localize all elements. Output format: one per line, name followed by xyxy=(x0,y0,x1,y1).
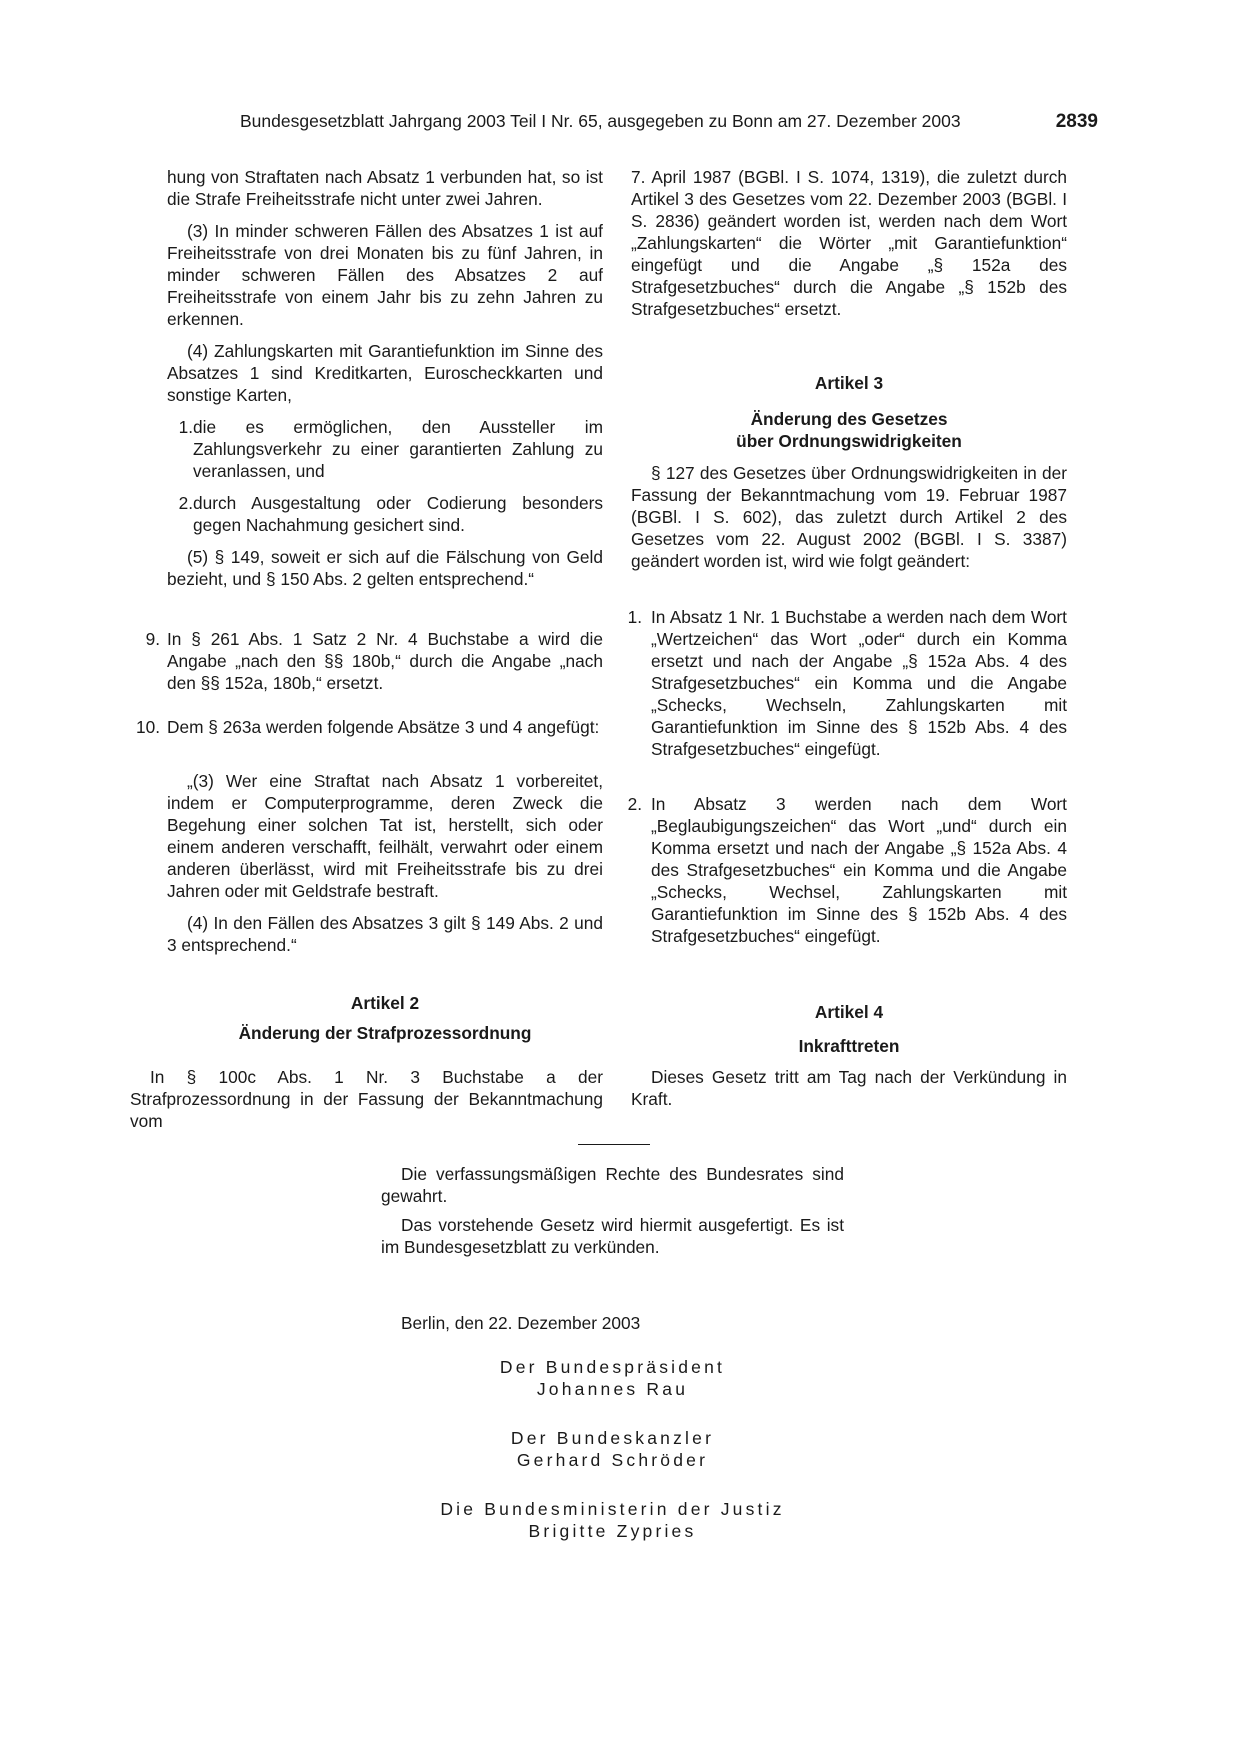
continued-paragraph: 7. April 1987 (BGBl. I S. 1074, 1319), die zuletzt durch Artikel 3 des Gesetzes vom 22. Dezember 2003 (BGBl. I S. 2836) geändert worden ist, werden nach dem Wort „Zahlungskarten“ die Wörter „mit Garantiefunktion“ eingefügt und die Angabe „§ 152a des Strafgesetzbuches“ durch die Angabe „§ 152b des Strafgesetzbuches“ ersetzt. xyxy=(631,167,1067,319)
item-text: In Absatz 1 Nr. 1 Buchstabe a werden nach dem Wort „Wertzeichen“ das Wort „oder“ durch ein Komma ersetzt und nach der Angabe „§ 152a Abs. 4 des Strafgesetzbuches“ ein Komma und die Angabe „Schecks, Wechseln, Zahlungskarten mit Garantiefunktion im Sinne des § 152b Abs. 4 des Strafgesetzbuches“ eingefügt. xyxy=(651,607,1067,759)
page-number: 2839 xyxy=(1055,111,1098,132)
paragraph-5: (5) § 149, soweit er sich auf die Fälschung von Geld bezieht, und § 150 Abs. 2 gelten entsprechend.“ xyxy=(167,547,603,589)
article-4-text: Dieses Gesetz tritt am Tag nach der Verkündung in Kraft. xyxy=(631,1067,1067,1109)
item-number: 1. xyxy=(627,607,642,627)
article-3-subtitle-line-2: über Ordnungswidrigkeiten xyxy=(736,431,962,451)
signatory xyxy=(381,1427,844,1471)
signatory xyxy=(381,1498,844,1542)
item-number: 10. xyxy=(135,717,160,737)
list-text: durch Ausgestaltung oder Codierung besonders gegen Nachahmung gesichert sind. xyxy=(193,493,603,535)
article-3-subtitle xyxy=(631,408,1067,452)
item-text: Dem § 263a werden folgende Absätze 3 und 4 angefügt: xyxy=(167,717,600,737)
article-3-text: § 127 des Gesetzes über Ordnungswidrigkeiten in der Fassung der Bekanntmachung vom 19. Februar 1987 (BGBl. I S. 602), das zuletzt durch Artikel 2 des Gesetzes vom 22. August 2002 (BGBl. I S. 3387) geändert worden ist, wird wie folgt geändert: xyxy=(631,463,1067,571)
article-4-title: Artikel 4 xyxy=(814,1002,884,1022)
paragraph-3: (3) In minder schweren Fällen des Absatzes 1 ist auf Freiheitsstrafe von drei Monaten bis zu fünf Jahren, in minder schweren Fällen des Absatzes 2 auf Freiheitsstrafe von einem Jahr bis zu zehn Jahren zu erkennen. xyxy=(167,221,603,329)
signatory-role: Der Bundeskanzler xyxy=(510,1428,715,1448)
gazette-title: Bundesgesetzblatt Jahrgang 2003 Teil I Nr. 65, ausgegeben zu Bonn am 27. Dezember 2003 xyxy=(240,111,961,131)
list-item xyxy=(167,492,603,536)
signatory-name: Johannes Rau xyxy=(536,1379,689,1399)
article-2-text: In § 100c Abs. 1 Nr. 3 Buchstabe a der Strafprozessordnung in der Fassung der Bekanntmachung vom xyxy=(130,1067,603,1131)
closing-formula xyxy=(381,1163,844,1258)
quoted-paragraphs xyxy=(167,770,603,956)
paragraph-4: (4) Zahlungskarten mit Garantiefunktion im Sinne des Absatzes 1 sind Kreditkarten, Euroscheckkarten und sonstige Karten, xyxy=(167,341,603,405)
quoted-paragraph-4: (4) In den Fällen des Absatzes 3 gilt § 149 Abs. 2 und 3 entsprechend.“ xyxy=(167,913,603,955)
article-3-subtitle-line-1: Änderung des Gesetzes xyxy=(750,409,948,429)
list-number: 2. xyxy=(178,493,193,513)
closing-paragraph-1: Die verfassungsmäßigen Rechte des Bundesrates sind gewahrt. xyxy=(381,1164,844,1206)
signatories xyxy=(381,1356,844,1542)
article-3-item-2 xyxy=(625,793,1067,947)
article-2-subtitle: Änderung der Strafprozessordnung xyxy=(238,1023,532,1043)
signatory-name: Brigitte Zypries xyxy=(528,1521,697,1541)
article-4-subtitle: Inkrafttreten xyxy=(798,1036,900,1056)
section-divider xyxy=(578,1144,650,1145)
signatory xyxy=(381,1356,844,1400)
item-text: In Absatz 3 werden nach dem Wort „Beglaubigungszeichen“ das Wort „und“ durch ein Komma ersetzt und nach der Angabe „§ 152a Abs. 4 des Strafgesetzbuches“ ein Komma und die Angabe „Schecks, Wechsel, Zahlungskarten mit Garantiefunktion im Sinne des § 152b Abs. 4 des Strafgesetzbuches“ eingefügt. xyxy=(651,794,1067,946)
article-3-title: Artikel 3 xyxy=(814,373,884,393)
list-number: 1. xyxy=(178,417,193,437)
article-2-title: Artikel 2 xyxy=(350,993,420,1013)
left-column xyxy=(167,166,603,590)
item-text: In § 261 Abs. 1 Satz 2 Nr. 4 Buchstabe a wird die Angabe „nach den §§ 180b,“ durch die Angabe „nach den §§ 152a, 180b,“ ersetzt. xyxy=(167,629,603,693)
article-4-body xyxy=(631,1066,1067,1110)
place-and-date: Berlin, den 22. Dezember 2003 xyxy=(401,1313,641,1333)
item-number: 9. xyxy=(145,629,160,649)
closing-paragraph-2: Das vorstehende Gesetz wird hiermit ausgefertigt. Es ist im Bundesgesetzblatt zu verkünden. xyxy=(381,1215,844,1257)
amendment-item-10 xyxy=(130,716,603,738)
article-2-text-block xyxy=(130,1066,603,1132)
article-3-item-1 xyxy=(625,606,1067,760)
list-text: die es ermöglichen, den Aussteller im Zahlungsverkehr zu einer garantierten Zahlung zu veranlassen, und xyxy=(193,417,603,481)
page-header xyxy=(240,110,1098,133)
right-column xyxy=(631,166,1067,320)
signatory-role: Der Bundespräsident xyxy=(499,1357,726,1377)
list-item xyxy=(167,416,603,482)
signatory-role: Die Bundesministerin der Justiz xyxy=(440,1499,785,1519)
item-number: 2. xyxy=(627,794,642,814)
article-3-body xyxy=(631,462,1067,572)
signatory-name: Gerhard Schröder xyxy=(516,1450,709,1470)
quoted-paragraph-3: „(3) Wer eine Straftat nach Absatz 1 vorbereitet, indem er Computerprogramme, deren Zweck die Begehung einer solchen Tat ist, herstellt, sich oder einem anderen verschafft, feilhält, verwahrt oder einem anderen überlässt, wird mit Freiheitsstrafe bis zu drei Jahren oder mit Geldstrafe bestraft. xyxy=(167,771,603,901)
continued-paragraph: hung von Straftaten nach Absatz 1 verbunden hat, so ist die Strafe Freiheitsstrafe nicht unter zwei Jahren. xyxy=(167,167,603,209)
amendment-item-9 xyxy=(130,628,603,694)
